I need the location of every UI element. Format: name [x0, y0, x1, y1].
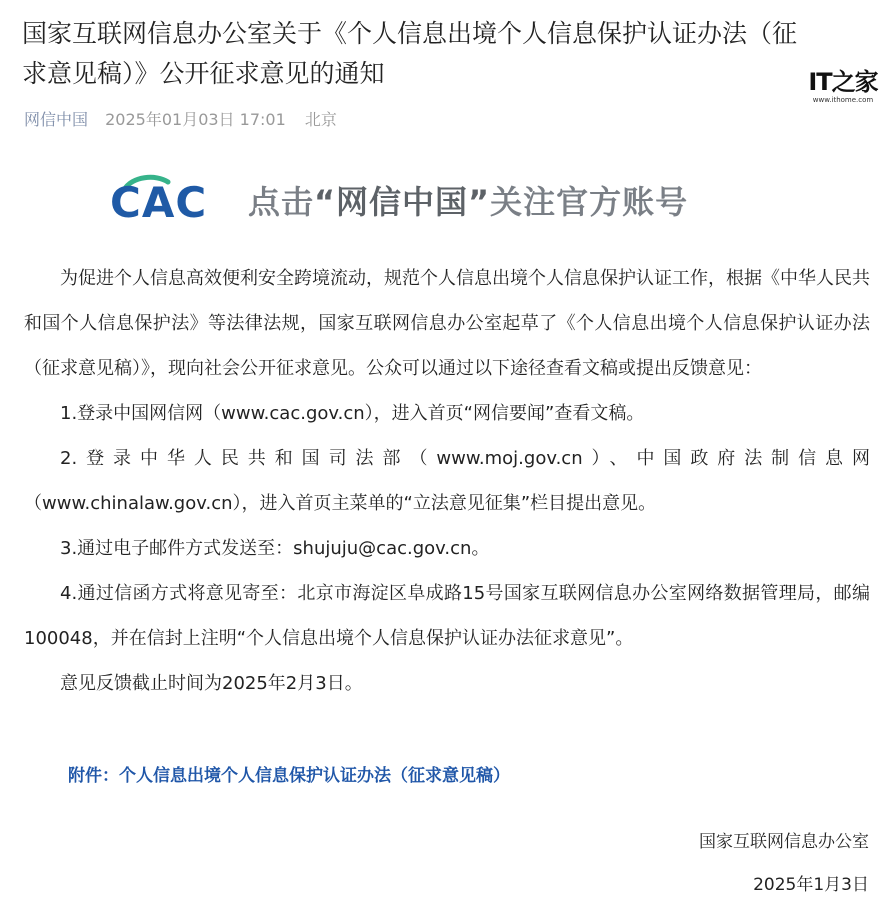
paragraph-intro: 为促进个人信息高效便利安全跨境流动，规范个人信息出境个人信息保护认证工作，根据《中华人民共和国个人信息保护法》等法律法规，国家互联网信息办公室起草了《个人信息出境个人信息保护认证办法（征求意见稿）》，现向社会公开征求意见。公众可以通过以下途径查看文稿或提出反馈意见： — [24, 268, 870, 379]
banner-brand: “网信中国” — [314, 183, 491, 221]
article-title: 国家互联网信息办公室关于《个人信息出境个人信息保护认证办法（征求意见稿）》公开征求意见的通知 — [22, 19, 798, 88]
attachment-link[interactable]: 附件：个人信息出境个人信息保护认证办法（征求意见稿） — [68, 766, 510, 786]
article-location: 北京 — [304, 110, 337, 129]
watermark-url: www.ithome.com — [812, 96, 874, 104]
paragraph-item-3: 3.通过电子邮件方式发送至：shujuju@cac.gov.cn。 — [60, 538, 490, 559]
follow-banner[interactable] — [110, 172, 790, 228]
paragraph-item-4: 4.通过信函方式将意见寄至：北京市海淀区阜成路15号国家互联网信息办公室网络数据管理局，邮编100048，并在信封上注明“个人信息出境个人信息保护认证办法征求意见”。 — [24, 583, 870, 649]
cac-logo-text: CAC — [110, 178, 208, 227]
paragraph-item-2: 2.登录中华人民共和国司法部（www.moj.gov.cn）、中国政府法制信息网（www.chinalaw.gov.cn），进入首页主菜单的“立法意见征集”栏目提出意见。 — [24, 448, 870, 514]
signoff-organization: 国家互联网信息办公室 — [699, 832, 869, 852]
article-date: 2025年01月03日 17:01 — [105, 110, 286, 129]
banner-prefix: 点击 — [248, 183, 315, 221]
signoff-date: 2025年1月3日 — [753, 875, 869, 895]
article-body — [24, 256, 870, 706]
paragraph-item-1: 1.登录中国网信网（www.cac.gov.cn），进入首页“网信要闻”查看文稿。 — [60, 403, 645, 424]
banner-suffix: 关注官方账号 — [490, 183, 689, 221]
article-source-link[interactable]: 网信中国 — [24, 110, 89, 129]
paragraph-deadline: 意见反馈截止时间为2025年2月3日。 — [60, 673, 363, 694]
ithome-watermark — [808, 68, 878, 105]
banner-text — [248, 177, 688, 223]
watermark-logo: IT之家 — [808, 68, 878, 96]
cac-logo — [110, 172, 222, 228]
article-meta — [24, 108, 337, 132]
